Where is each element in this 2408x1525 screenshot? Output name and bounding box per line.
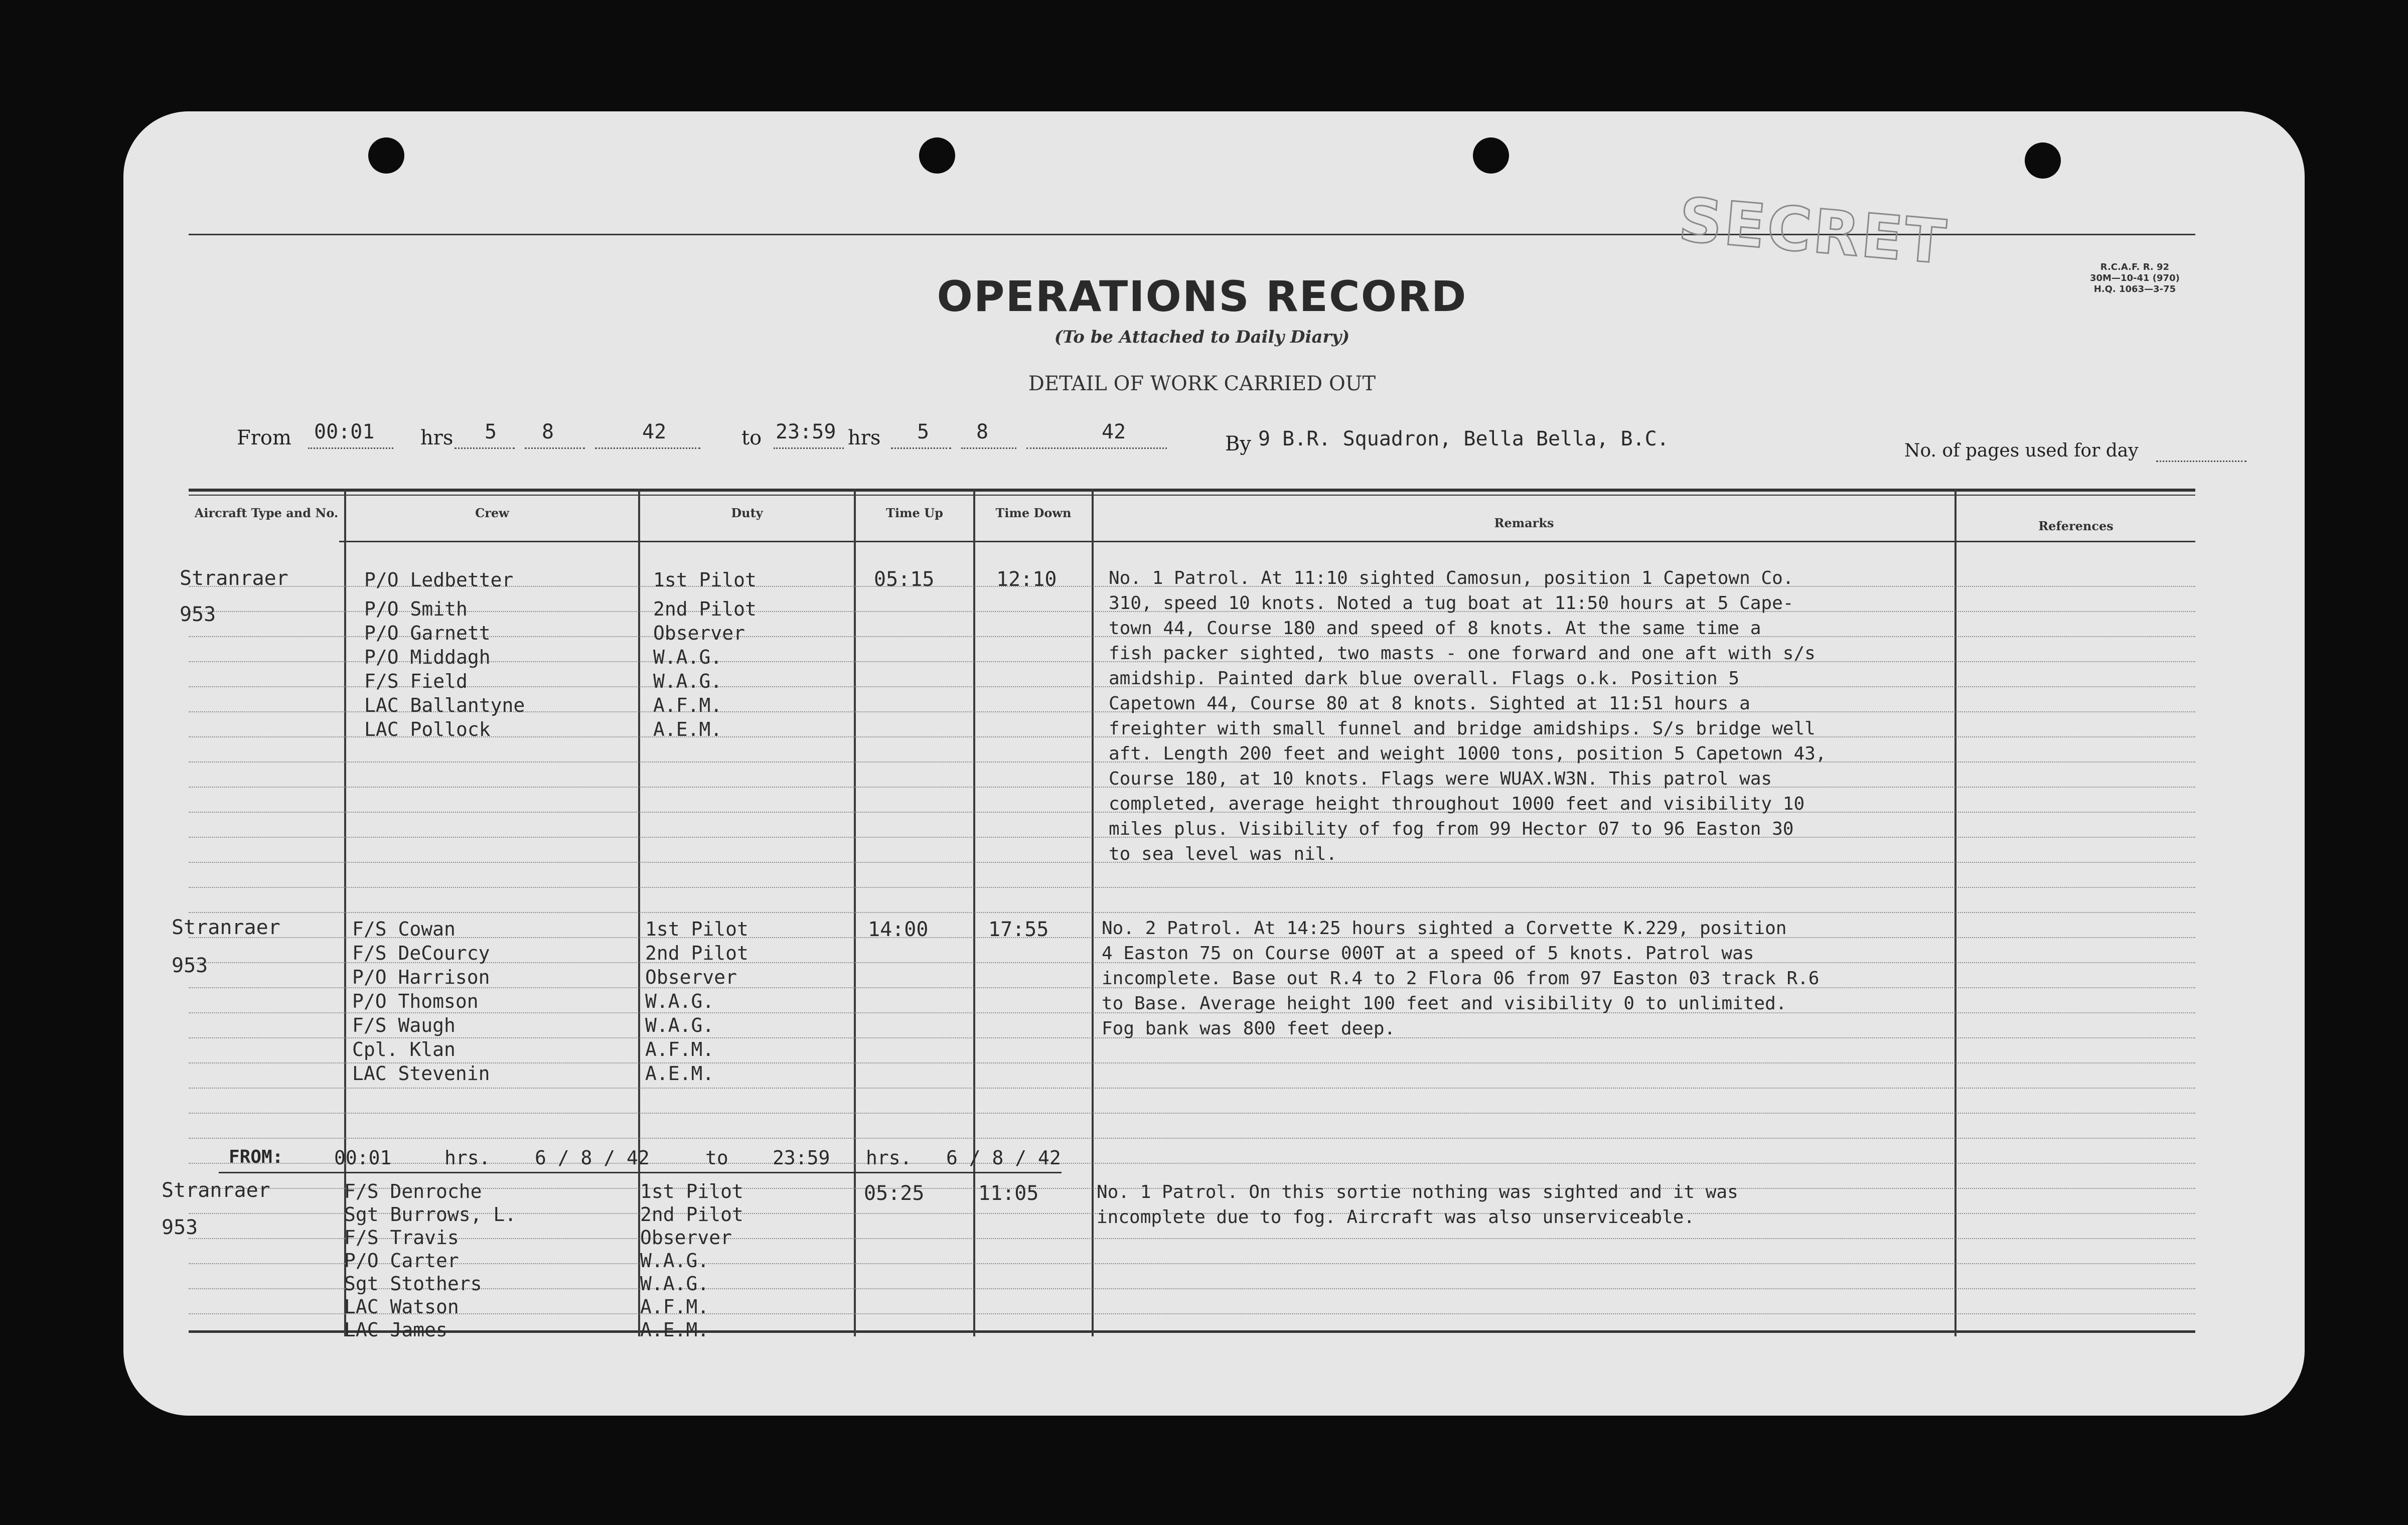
page-title: OPERATIONS RECORD xyxy=(937,272,1467,321)
remarks: No. 1 Patrol. On this sortie nothing was sighted and it was incomplete due to fog. Aircraft was also unserviceable. xyxy=(1097,1182,1738,1228)
aircraft-type: Stranraer xyxy=(172,916,280,939)
time-down: 12:10 xyxy=(996,568,1057,591)
col-remarks: Remarks xyxy=(1494,516,1554,530)
remarks: No. 2 Patrol. At 14:25 hours sighted a Corvette K.229, position 4 Easton 75 on Course 000T at a speed of 5 knots. Patrol was incomplete. Base out R.4 to 2 Flora 06 from 97 Easton 03 track R.6 to Base. Average height 100 feet and visibility 0 to unlimited. Fog bank was 800 feet deep. xyxy=(1102,918,1820,1039)
operations-record-card: SECRET R.C.A.F. R. 92 30M—10-41 (970) H.Q. 1063—3-75 OPERATIONS RECORD (To be Attached to Daily Diary) DETAIL OF WORK CARRIED OUT From 00:01 hrs 5 8 42 to 23:59 hrs 5 8 42 By 9 B.R. Squadron, Bella Bella, B.C. No. of pages used for day Aircraft Type and No. Crew Duty Time Up Time Down Remarks References Stranraer 953 P/O Ledbetter P/O Smith P/O Garnett P/O Middagh F/S Field LAC Ballantyne LAC Pollock 1st Pilot 2nd Pilot Observer W.A.G. W.A.G. A.F.M. A.E.M. 05:15 12:10 No. 1 Patrol. At 11:10 sighted Camosun, position 1 Capetown Co. 310, speed 10 knots. Noted a tug boat at 11:50 hours at 5 Cape- town 44, Course 180 and speed of 8 knots. At the same time a fish packer sighted, two masts - one forward and one aft with s/s amidship. Painted dark blue overall. Flags o.k. Position 5 Capetown 44, Course 80 at 8 knots. Sighted at 11:51 hours a freighter with small funnel and bridge amidships. S/s bridge well aft. Length 200 feet and weight 1000 tons, position 5 Capetown 43, Course 180, at 10 knots. Flags were WUAX.W3N. This patrol was completed, average height throughout 1000 feet and visibility 10 miles plus. Visibility of fog from 99 Hector 07 to 96 Easton 30 to sea level was nil. Stranraer 953 F/S Cowan F/S DeCourcy P/O Harrison P/O Thomson F/S Waugh Cpl. Klan LAC Stevenin 1st Pilot 2nd Pilot Observer W.A.G. W.A.G. A.F.M. A.E.M. 14:00 17:55 No. 2 Patrol. At 14:25 hours sighted a Corvette K.229, position 4 Easton 75 on Course 000T at a speed of 5 knots. Patrol was incomplete. Base out R.4 to 2 Flora 06 from 97 Easton 03 track R.6 to Base. Average height 100 feet and visibility 0 to unlimited. Fog bank was 800 feet deep. FROM: 00:01 hrs. 6 / 8 / 42 to 23:59 hrs. 6 / 8 / 42 Stranraer 953 F/S Denroche Sgt Burrows, L. F/S Travis P/O Carter Sgt Stothers LAC Watson LAC James 1st Pilot 2nd Pilot Observer W.A.G. W.A.G. A.F.M. A.E.M. 05:25 11:05 No. 1 Patrol. On this sortie nothing was sighted and it was incomplete due to fog. Aircraft was also unserviceable. xyxy=(123,111,2305,1416)
punch-hole xyxy=(919,137,955,174)
aircraft-no: 953 xyxy=(162,1216,198,1239)
col-time-down: Time Down xyxy=(995,506,1072,520)
col-time-up: Time Up xyxy=(886,506,943,520)
to-year: 42 xyxy=(1102,420,1126,443)
col-duty: Duty xyxy=(731,506,763,520)
punch-hole xyxy=(368,137,404,174)
crew-list: F/S Cowan F/S DeCourcy P/O Harrison P/O Thomson F/S Waugh Cpl. Klan LAC Stevenin xyxy=(352,918,490,1085)
remarks: No. 1 Patrol. At 11:10 sighted Camosun, position 1 Capetown Co. 310, speed 10 knots. Noted a tug boat at 11:50 hours at 5 Cape- town 44, Course 180 and speed of 8 knots. At the same time a fish packer sighted, two masts - one forward and one aft with s/s amidship. Painted dark blue overall. Flags o.k. Position 5 Capetown 44, Course 80 at 8 knots. Sighted at 11:51 hours a freighter with small funnel and bridge amidships. S/s bridge well aft. Length 200 feet and weight 1000 tons, position 5 Capetown 43, Course 180, at 10 knots. Flags were WUAX.W3N. This patrol was completed, average height throughout 1000 feet and visibility 10 miles plus. Visibility of fog from 99 Hector 07 to 96 Easton 30 to sea level was nil. xyxy=(1109,568,1827,864)
aircraft-no: 953 xyxy=(172,954,208,977)
from-year: 42 xyxy=(642,420,667,443)
table-top-rule xyxy=(189,489,2195,492)
from-day: 5 xyxy=(485,420,497,443)
punch-hole xyxy=(2025,142,2061,179)
form-codes: R.C.A.F. R. 92 30M—10-41 (970) H.Q. 1063—3-75 xyxy=(2090,262,2180,294)
pages-label: No. of pages used for day xyxy=(1904,440,2139,461)
squadron: 9 B.R. Squadron, Bella Bella, B.C. xyxy=(1258,427,1669,450)
crew-list: P/O Ledbetter P/O Smith P/O Garnett P/O Middagh F/S Field LAC Ballantyne LAC Pollock xyxy=(364,569,525,740)
col-references: References xyxy=(2038,519,2114,533)
secret-stamp: SECRET xyxy=(1676,185,1950,278)
col-crew: Crew xyxy=(475,506,509,520)
section-title: DETAIL OF WORK CARRIED OUT xyxy=(1028,372,1376,395)
duty-list: 1st Pilot 2nd Pilot Observer W.A.G. W.A.G. A.F.M. A.E.M. xyxy=(640,1180,743,1341)
time-up: 14:00 xyxy=(868,918,929,941)
duty-list: 1st Pilot 2nd Pilot Observer W.A.G. W.A.G. A.F.M. A.E.M. xyxy=(645,918,748,1085)
duty-list: 1st Pilot 2nd Pilot Observer W.A.G. W.A.G. A.F.M. A.E.M. xyxy=(653,569,757,740)
col-aircraft: Aircraft Type and No. xyxy=(194,506,339,520)
to-month: 8 xyxy=(976,420,989,443)
header-rule xyxy=(339,541,2195,542)
time-down: 11:05 xyxy=(978,1182,1039,1205)
to-day: 5 xyxy=(917,420,930,443)
crew-list: F/S Denroche Sgt Burrows, L. F/S Travis P/O Carter Sgt Stothers LAC Watson LAC James xyxy=(344,1180,517,1341)
to-time: 23:59 xyxy=(776,420,836,443)
from-time: 00:01 xyxy=(314,420,375,443)
time-up: 05:15 xyxy=(874,568,935,591)
punch-hole xyxy=(1473,137,1509,174)
time-down: 17:55 xyxy=(988,918,1049,941)
page-subtitle: (To be Attached to Daily Diary) xyxy=(1054,327,1350,347)
time-up: 05:25 xyxy=(864,1182,925,1205)
aircraft-type: Stranraer xyxy=(162,1179,270,1202)
from-month: 8 xyxy=(542,420,554,443)
aircraft-type: Stranraer xyxy=(180,567,288,590)
aircraft-no: 953 xyxy=(180,603,216,626)
